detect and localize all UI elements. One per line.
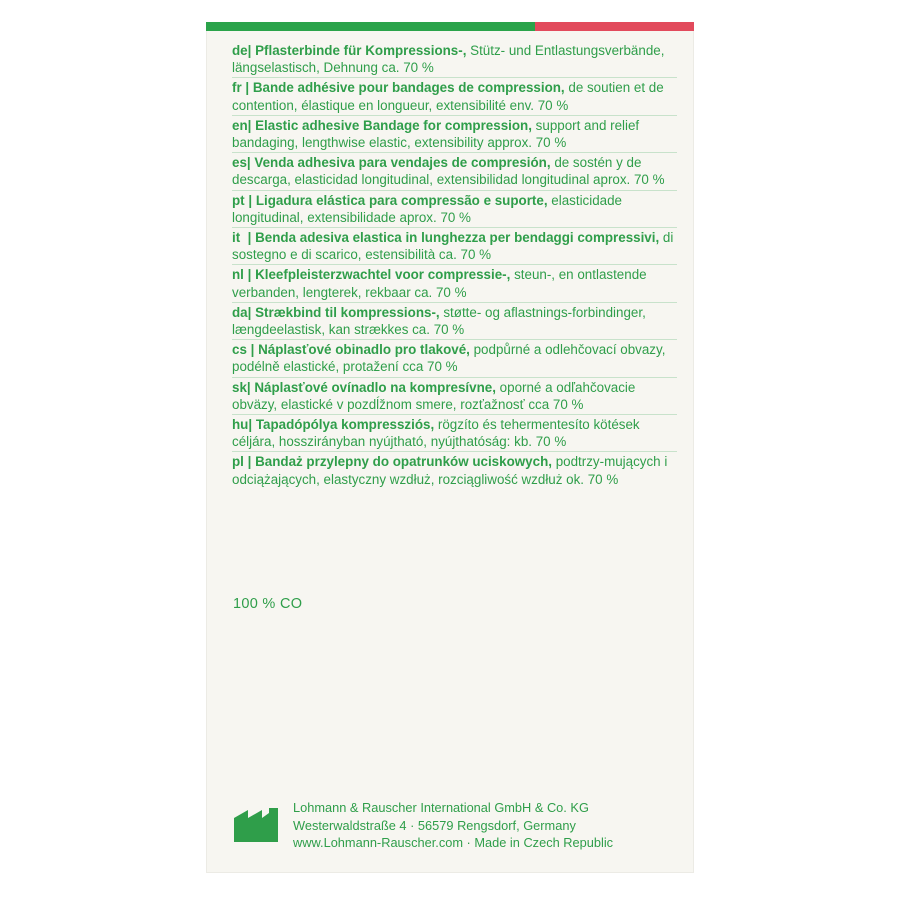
entry-title: Strækbind til kompressions-, — [255, 304, 440, 320]
material-composition: 100 % CO — [233, 596, 303, 612]
description-list — [232, 42, 677, 490]
red-stripe — [535, 22, 694, 31]
manufacturer-street: Westerwaldstraße 4 · 56579 Rengsdorf, Germany — [293, 817, 576, 833]
entry-title: Elastic adhesive Bandage for compression, — [255, 117, 532, 133]
lang-code: pl — [232, 454, 244, 470]
entry-title: Náplasťové obinadlo pro tlakové, — [258, 342, 470, 358]
entry-title: Benda adesiva elastica in lunghezza per bendaggi compressivi, — [255, 230, 660, 246]
entry-nl: nl | Kleefpleisterzwachtel voor compressie-, steun-, en ontlastende verbanden, lengterek, rekbaar ca. 70 % — [232, 266, 677, 302]
entry-title: Bande adhésive pour bandages de compression, — [252, 80, 565, 96]
entry-title: Pflasterbinde für Kompressions-, — [255, 43, 467, 58]
entry-es: es| Venda adhesiva para vendajes de compresión, de sostén y de descarga, elasticidad longitudinal, extensibilidad longitudinal aprox. 70 % — [232, 154, 677, 190]
entry-sk: sk| Náplasťové ovínadlo na kompresívne, oporné a odľahčovacie obväzy, elastické v pozdĺžnom smere, rozťažnosť cca 70 % — [232, 379, 677, 415]
entry-en: en| Elastic adhesive Bandage for compression, support and relief bandaging, lengthwise elastic, extensibility approx. 70 % — [232, 117, 677, 153]
lang-code: it — [232, 230, 241, 246]
entry-hu: hu| Tapadópólya kompressziós, rögzíto és tehermentesíto kötések céljára, hosszirányban nyújtható, nyújthatóság: kb. 70 % — [232, 416, 677, 452]
lang-code: cs — [232, 342, 247, 358]
entry-title: Bandaż przylepny do opatrunków uciskowych, — [255, 454, 552, 470]
entry-text: di sostegno e di scarico, estensibilità ca. 70 % — [232, 230, 674, 263]
entry-text: podpůrné a odlehčovací obvazy, podélně elastické, protažení cca 70 % — [232, 342, 666, 375]
entry-text: support and relief bandaging, lengthwise elastic, extensibility approx. 70 % — [232, 117, 640, 151]
entry-text: de sostén y de descarga, elasticidad longitudinal, extensibilidad longitudinal aprox. 70 % — [232, 155, 665, 188]
entry-title: Venda adhesiva para vendajes de compresión, — [254, 155, 551, 171]
entry-text: podtrzy-mujących i odciążających, elastyczny wzdłuż, rozciągliwość wzdłuż ok. 70 % — [232, 454, 668, 487]
manufacturer-website: www.Lohmann-Rauscher.com · Made in Czech Republic — [293, 835, 614, 851]
manufacturer-name: Lohmann & Rauscher International GmbH & Co. KG — [293, 800, 589, 815]
green-stripe — [206, 22, 535, 31]
entry-pt: pt | Ligadura elástica para compressão e suporte, elasticidade longitudinal, extensibilidade aprox. 70 % — [232, 192, 677, 228]
entry-text: Stütz- und Entlastungsverbände, längselastisch, Dehnung ca. 70 % — [232, 43, 665, 76]
entry-da: da| Strækbind til kompressions-, støtte- og aflastnings-forbindinger, længdeelastisk, kan strækkes ca. 70 % — [232, 304, 677, 340]
lang-code: hu — [232, 417, 249, 433]
entry-it: it | Benda adesiva elastica in lunghezza per bendaggi compressivi, di sostegno e di scarico, estensibilità ca. 70 % — [232, 229, 677, 265]
lang-code: pt — [232, 192, 245, 208]
lang-code: da — [232, 304, 248, 320]
entry-title: Náplasťové ovínadlo na kompresívne, — [254, 379, 496, 395]
entry-text: steun-, en ontlastende verbanden, lengterek, rekbaar ca. 70 % — [232, 267, 647, 300]
lang-code: fr — [232, 80, 242, 96]
entry-title: Ligadura elástica para compressão e suporte, — [255, 192, 548, 208]
entry-cs: cs | Náplasťové obinadlo pro tlakové, podpůrné a odlehčovací obvazy, podélně elastické, protažení cca 70 % — [232, 341, 677, 377]
entry-title: Tapadópólya kompressziós, — [255, 417, 435, 433]
entry-fr: fr | Bande adhésive pour bandages de compression, de soutien et de contention, élastique en longueur, extensibilité env. 70 % — [232, 79, 677, 115]
lang-code: es — [232, 155, 247, 171]
entry-de: de| Pflasterbinde für Kompressions-, Stütz- und Entlastungsverbände, längselastisch, Dehnung ca. 70 % — [232, 42, 677, 78]
entry-text: oporné a odľahčovacie obväzy, elastické v pozdĺžnom smere, rozťažnosť cca 70 % — [232, 379, 636, 412]
lang-code: en — [232, 117, 248, 133]
lang-code: sk — [232, 379, 247, 395]
entry-text: elasticidade longitudinal, extensibilidade aprox. 70 % — [232, 192, 623, 225]
entry-text: støtte- og aflastnings-forbindinger, længdeelastisk, kan strækkes ca. 70 % — [232, 304, 646, 338]
lang-code: nl — [232, 267, 244, 283]
entry-text: de soutien et de contention, élastique en longueur, extensibilité env. 70 % — [232, 80, 664, 113]
manufacturer-address — [293, 799, 613, 852]
entry-text: rögzíto és tehermentesíto kötések céljára, hosszirányban nyújtható, nyújthatóság: kb. 70 % — [232, 417, 640, 450]
factory-icon — [234, 808, 278, 842]
lang-code: de — [232, 43, 248, 58]
entry-pl: pl | Bandaż przylepny do opatrunków uciskowych, podtrzy-mujących i odciążających, elastyczny wzdłuż, rozciągliwość wzdłuż ok. 70 % — [232, 454, 668, 487]
entry-title: Kleefpleisterzwachtel voor compressie-, — [255, 267, 511, 283]
